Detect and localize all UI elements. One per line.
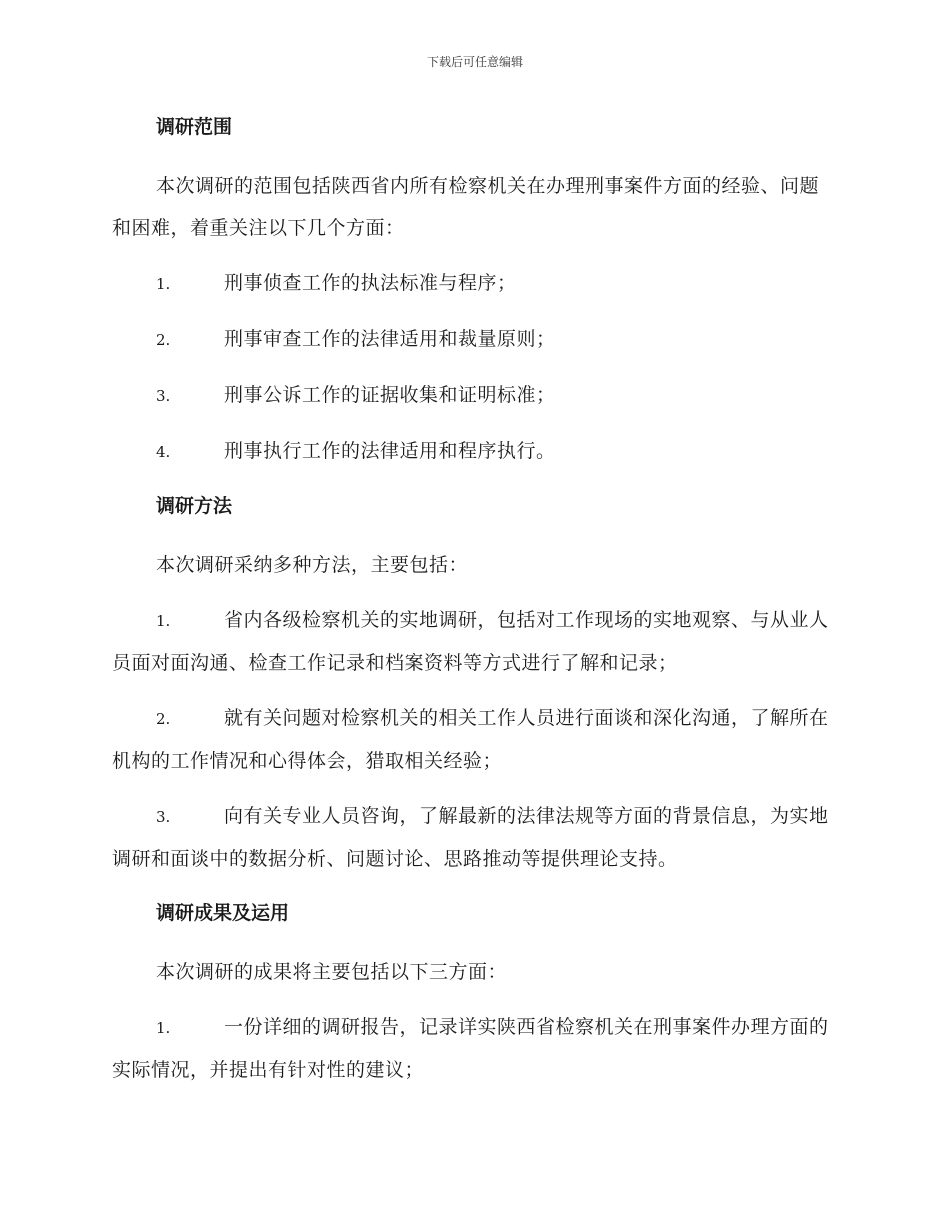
list-item-text: 就有关问题对检察机关的相关工作人员进行面谈和深化沟通，了解所在机构的工作情况和心得体会，猎取相关经验； bbox=[112, 707, 829, 772]
list-item-number: 4. bbox=[156, 443, 171, 461]
list-item bbox=[112, 795, 837, 880]
list-item-text: 刑事侦查工作的执法标准与程序； bbox=[224, 272, 517, 294]
list-item bbox=[112, 430, 837, 473]
list-item bbox=[112, 599, 837, 684]
section-intro: 本次调研的范围包括陕西省内所有检察机关在办理刑事案件方面的经验、问题和困难，着重关注以下几个方面： bbox=[112, 175, 820, 239]
list-item-text: 刑事审查工作的法律适用和裁量原则； bbox=[224, 328, 556, 350]
list-item-text: 向有关专业人员咨询，了解最新的法律法规等方面的背景信息，为实地调研和面谈中的数据分析、问题讨论、思路推动等提供理论支持。 bbox=[112, 805, 829, 870]
list-item-number: 1. bbox=[156, 275, 171, 293]
list-item-number: 3. bbox=[156, 387, 171, 405]
page-header: 下载后可任意编辑 bbox=[426, 55, 523, 69]
list-item bbox=[112, 1006, 837, 1091]
section-intro: 本次调研的成果将主要包括以下三方面： bbox=[156, 961, 508, 983]
list-item-number: 2. bbox=[156, 710, 171, 728]
list-item-text: 省内各级检察机关的实地调研，包括对工作现场的实地观察、与从业人员面对面沟通、检查工作记录和档案资料等方式进行了解和记录； bbox=[112, 609, 829, 674]
section-heading: 调研范围 bbox=[156, 116, 233, 138]
list-item-text: 刑事公诉工作的证据收集和证明标准； bbox=[224, 384, 556, 406]
list-item bbox=[112, 374, 837, 417]
list-item bbox=[112, 262, 837, 305]
list-item-number: 2. bbox=[156, 331, 171, 349]
section-method bbox=[112, 489, 837, 880]
section-intro: 本次调研采纳多种方法，主要包括： bbox=[156, 554, 469, 576]
list-item-number: 1. bbox=[156, 612, 171, 630]
list-item-text: 刑事执行工作的法律适用和程序执行。 bbox=[224, 440, 556, 462]
list-item bbox=[112, 318, 837, 361]
list-item bbox=[112, 697, 837, 782]
section-heading: 调研方法 bbox=[156, 495, 233, 517]
section-scope bbox=[112, 110, 837, 473]
list-item-text: 一份详细的调研报告，记录详实陕西省检察机关在刑事案件办理方面的实际情况，并提出有针对性的建议； bbox=[112, 1016, 829, 1081]
section-results bbox=[112, 896, 837, 1091]
list-item-number: 1. bbox=[156, 1019, 171, 1037]
section-heading: 调研成果及运用 bbox=[156, 902, 290, 924]
document-body bbox=[112, 110, 837, 1091]
list-item-number: 3. bbox=[156, 808, 171, 826]
